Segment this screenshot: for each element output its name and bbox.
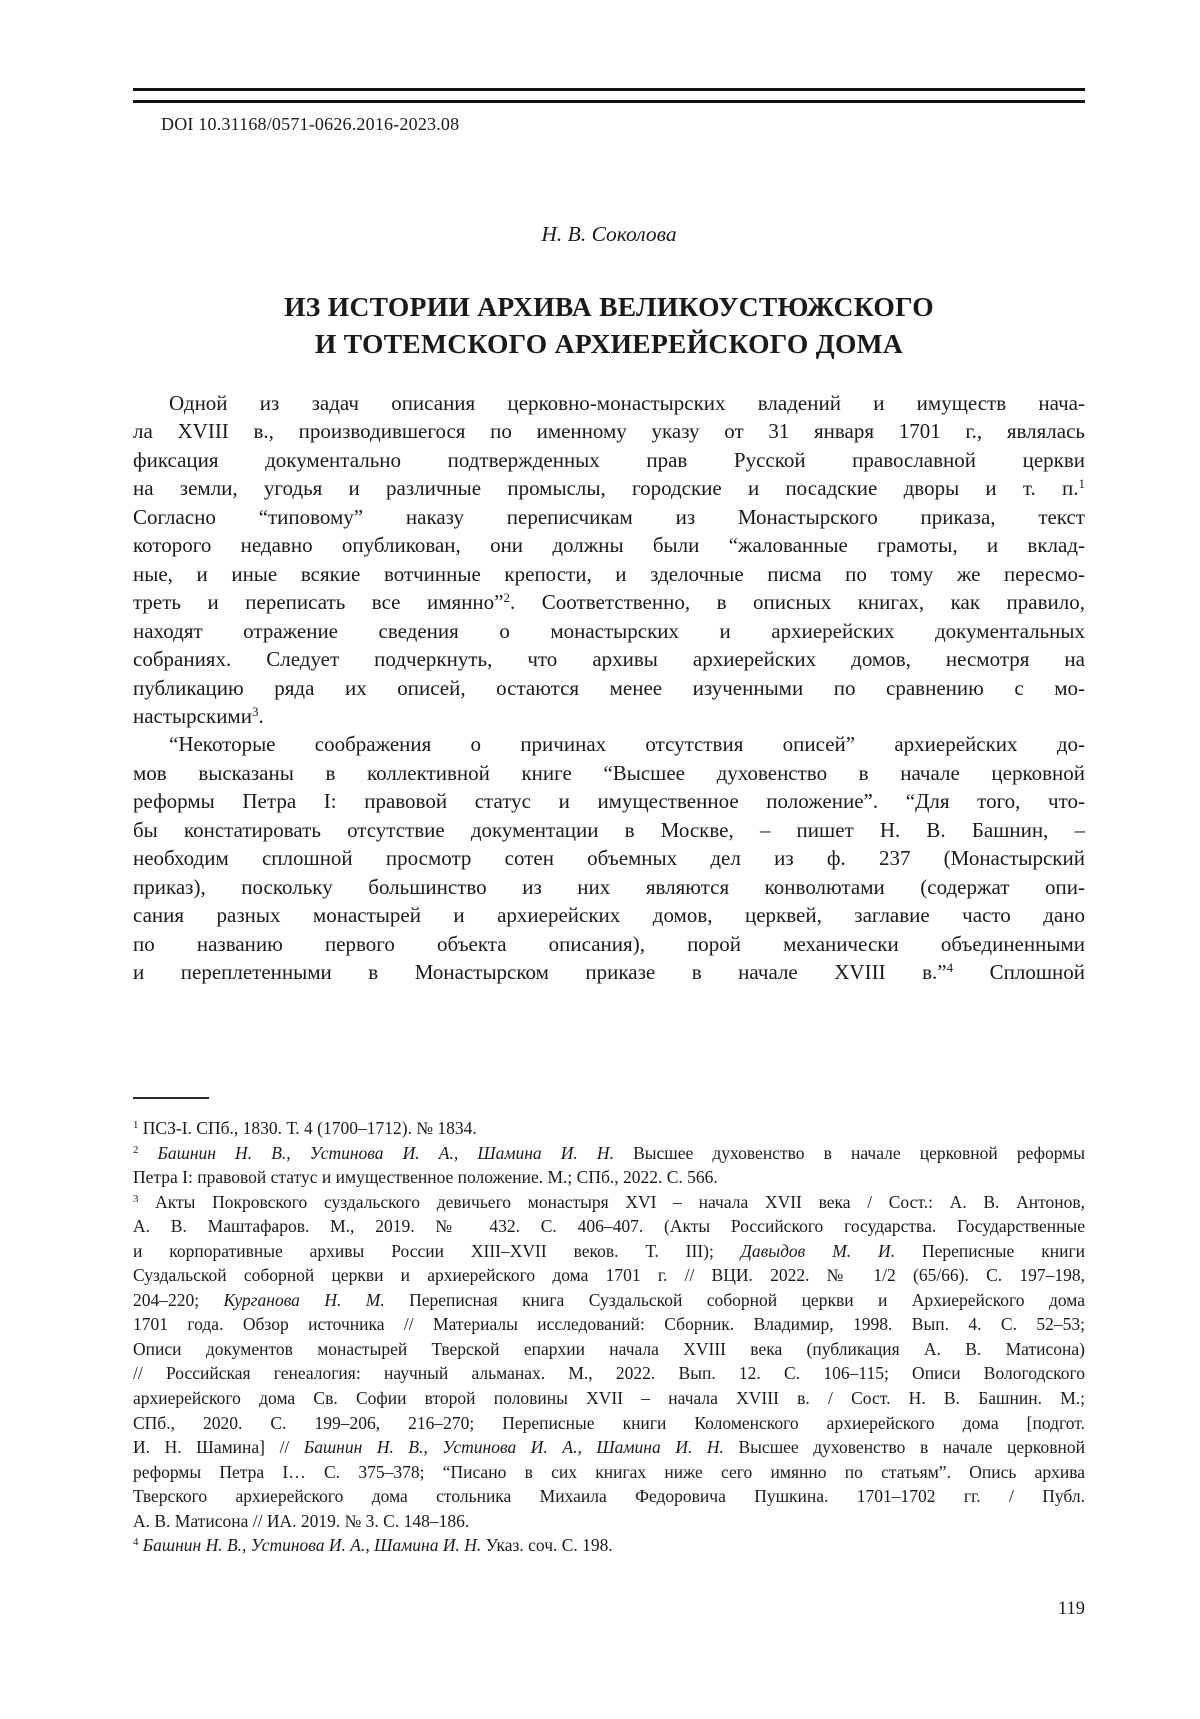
author-name: Н. В. Соколова [541,222,677,246]
footnote-line: Описи документов монастырей Тверской епархии начала XVIII века (публикация А. В. Матисона) [133,1338,1085,1359]
footnote-line: А. В. Маштафаров. М., 2019. № 432. С. 406–407. (Акты Российского государства. Государственные [133,1216,1085,1237]
footnote-line: СПб., 2020. С. 199–206, 216–270; Переписные книги Коломенского архиерейского дома [подгот. [133,1412,1085,1433]
body-text-line: ла XVIII в., производившегося по именному указу от 31 января 1701 г., являлась [133,419,1085,444]
footnote-line: Петра I: правовой статус и имущественное положение. М.; СПб., 2022. С. 566. [133,1167,718,1188]
body-text-line: бы констатировать отсутствие документации в Москве, – пишет Н. В. Башнин, – [133,817,1085,842]
article-title [133,288,1085,362]
body-text-line: мов высказаны в коллективной книге “Высшее духовенство в начале церковной [133,760,1085,785]
footnote-line: и корпоративные архивы России XIII–XVII веков. Т. III); Давыдов М. И. Переписные книги [133,1240,1085,1261]
body-text-line: на земли, угодья и различные промыслы, городские и посадские дворы и т. п.$^1$ [133,476,1085,501]
body-text-line: по названию первого объекта описания), порой механически объединенными [133,931,1085,956]
body-text-line: настырскими$^3$. [133,703,264,728]
body-text-line: публикацию ряда их описей, остаются менее изученными по сравнению с мо- [133,675,1085,700]
body-text-line: приказ), поскольку большинство из них являются конволютами (содержат опи- [133,874,1085,899]
body-text-line: ные, и иные всякие вотчинные крепости, и зделочные писма по тому же пересмо- [133,561,1085,586]
footnote-line: 204–220; Курганова Н. М. Переписная книга Суздальской соборной церкви и Архиерейского дома [133,1289,1085,1310]
page-number: 119 [1057,1599,1085,1619]
footnote-line: И. Н. Шамина] // Башнин Н. В., Устинова И. А., Шамина И. Н. Высшее духовенство в начале церковной [133,1437,1085,1458]
footnote-separator [133,1097,209,1099]
footnote-line: Суздальской соборной церкви и архиерейского дома 1701 г. // ВЦИ. 2022. № 1/2 (65/66). С. 197–198, [133,1265,1085,1286]
footnotes [133,1116,1085,1558]
footnote-line: 1701 года. Обзор источника // Материалы исследований: Сборник. Владимир, 1998. Вып. 4. С. 52–53; [133,1314,1085,1335]
footnote-line: // Российская генеалогия: научный альманах. М., 2022. Вып. 12. С. 106–115; Описи Вологодского [133,1363,1085,1384]
footnote-line: реформы Петра I… С. 375–378; “Писано в сих книгах ниже сего имянно по статьям”. Опись архива [133,1461,1085,1482]
body-text-line: “Некоторые соображения о причинах отсутствия описей” архиерейских до- [169,732,1085,757]
article-title-line2: И ТОТЕМСКОГО АРХИЕРЕЙСКОГО ДОМА [314,328,904,359]
footnote-line: $^3$ Акты Покровского суздальского девичьего монастыря XVI – начала XVII века / Сост.: А. В. Антонов, [133,1191,1085,1212]
footnote-line: А. В. Матисона // ИА. 2019. № 3. С. 148–186. [133,1510,470,1531]
doi-text: DOI 10.31168/0571-0626.2016-2023.08 [161,114,460,134]
body-text-line: которого недавно опубликован, они должны были “жалованные грамоты, и вклад- [133,533,1085,558]
body-text-line: собраниях. Следует подчеркнуть, что архивы архиерейских домов, несмотря на [133,647,1085,672]
body-text-line: Согласно “типовому” наказу переписчикам из Монастырского приказа, текст [133,504,1085,529]
body-text-line: необходим сплошной просмотр сотен объемных дел из ф. 237 (Монастырский [133,846,1085,871]
footnote-line: $^4$ Башнин Н. В., Устинова И. А., Шамина И. Н. Указ. соч. С. 198. [133,1535,613,1556]
footnote-line: $^2$ Башнин Н. В., Устинова И. А., Шамина И. Н. Высшее духовенство в начале церковной реформы [133,1142,1086,1163]
footnote-line: $^1$ ПСЗ-I. СПб., 1830. Т. 4 (1700–1712). № 1834. [133,1118,477,1138]
body-text [133,389,1085,987]
body-text-line: реформы Петра I: правовой статус и имущественное положение”. “Для того, что- [133,789,1085,814]
body-text-line: Одной из задач описания церковно-монастырских владений и имуществ нача- [169,391,1085,415]
top-double-rule [133,88,1085,103]
article-title-line1: ИЗ ИСТОРИИ АРХИВА ВЕЛИКОУСТЮЖСКОГО [284,291,934,322]
body-text-line: находят отражение сведения о монастырских и архиерейских документальных [133,618,1085,643]
body-text-line: треть и переписать все имянно”$^2$. Соответственно, в описных книгах, как правило, [133,590,1085,615]
footnote-line: архиерейского дома Св. Софии второй половины XVII – начала XVIII в. / Сост. Н. В. Башнин. М.; [133,1388,1085,1409]
footnote-line: Тверского архиерейского дома стольника Михаила Федоровича Пушкина. 1701–1702 гг. / Публ. [133,1486,1085,1507]
body-text-line: и переплетенными в Монастырском приказе в начале XVIII в.”$^4$ Сплошной [133,959,1085,985]
body-text-line: фиксация документально подтвержденных прав Русской православной церкви [133,447,1085,472]
body-text-line: сания разных монастырей и архиерейских домов, церквей, заглавие часто дано [133,903,1085,928]
